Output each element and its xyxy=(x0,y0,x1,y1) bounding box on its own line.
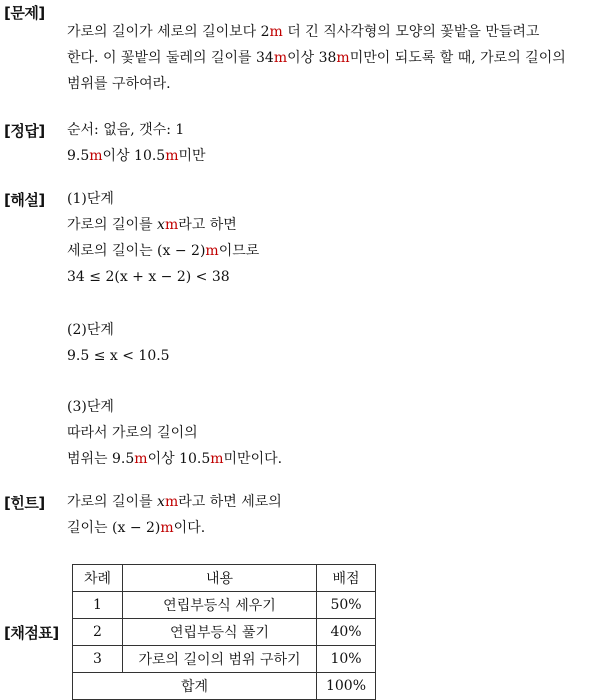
hint-label: [힌트] xyxy=(4,494,45,512)
answer-line-1: 순서: 없음, 갯수: 1 xyxy=(67,122,185,138)
step2-inequality: 9.5 ≤ x < 10.5 xyxy=(67,348,170,364)
step1-title: (1)단계 xyxy=(67,191,114,207)
unit-meter: m xyxy=(269,24,283,40)
solution-text: 범위는 9.5 xyxy=(67,451,135,467)
unit-meter: m xyxy=(160,520,174,536)
problem-line-2 xyxy=(67,48,566,68)
step1-inequality: 34 ≤ 2(x + x − 2) < 38 xyxy=(67,269,230,285)
unit-meter: m xyxy=(165,148,179,164)
total-label: 합계 xyxy=(73,673,317,700)
hint-text: 길이는 (x − 2) xyxy=(67,520,161,536)
solution-label: [해설] xyxy=(4,191,45,209)
variable-x: x xyxy=(157,217,165,233)
unit-meter: m xyxy=(210,451,224,467)
step1-line-1 xyxy=(67,215,237,235)
unit-meter: m xyxy=(205,243,219,259)
rubric-label: [채점표] xyxy=(4,624,59,642)
variable-x: x xyxy=(157,494,165,510)
header-order: 차례 xyxy=(73,565,123,592)
answer-line-2 xyxy=(67,146,206,166)
hint-text: 이다. xyxy=(173,520,206,536)
row-number: 3 xyxy=(73,646,123,673)
table-row xyxy=(73,619,376,646)
hint-line-1 xyxy=(67,492,282,512)
unit-meter: m xyxy=(89,148,103,164)
table-row xyxy=(73,646,376,673)
solution-text: 이상 10.5 xyxy=(147,451,211,467)
table-total-row xyxy=(73,673,376,700)
row-number: 1 xyxy=(73,592,123,619)
unit-meter: m xyxy=(273,50,288,66)
solution-text: 가로의 길이를 xyxy=(67,217,158,233)
total-points: 100% xyxy=(317,673,376,700)
step3-line-1: 따라서 가로의 길이의 xyxy=(67,425,198,441)
answer-label: [정답] xyxy=(4,122,45,140)
answer-text: 미만 xyxy=(178,148,206,164)
header-points: 배점 xyxy=(317,565,376,592)
table-row xyxy=(73,592,376,619)
answer-text: 9.5 xyxy=(67,148,90,164)
table-header-row xyxy=(73,565,376,592)
answer-text: 이상 10.5 xyxy=(102,148,166,164)
row-points: 50% xyxy=(317,592,376,619)
row-points: 40% xyxy=(317,619,376,646)
step2-title: (2)단계 xyxy=(67,322,114,338)
problem-label: [문제] xyxy=(4,4,45,22)
unit-meter: m xyxy=(336,50,350,66)
problem-text: 미만이 되도록 할 때, 가로의 길이의 xyxy=(349,50,566,66)
rubric-table xyxy=(72,564,376,700)
problem-text: 이상 38 xyxy=(287,50,337,66)
solution-text: 미만이다. xyxy=(223,451,283,467)
problem-text: 한다. 이 꽃밭의 둘레의 길이를 34 xyxy=(67,50,274,66)
row-content: 연립부등식 세우기 xyxy=(123,592,317,619)
problem-line-1 xyxy=(67,22,539,42)
step3-line-2 xyxy=(67,449,282,469)
hint-text: 라고 하면 세로의 xyxy=(178,494,282,510)
row-number: 2 xyxy=(73,619,123,646)
hint-line-2 xyxy=(67,518,205,538)
hint-text: 가로의 길이를 xyxy=(67,494,158,510)
problem-line-3: 범위를 구하여라. xyxy=(67,76,171,92)
solution-text: 세로의 길이는 (x − 2) xyxy=(67,243,206,259)
step3-title: (3)단계 xyxy=(67,399,114,415)
unit-meter: m xyxy=(164,494,179,510)
solution-text: 라고 하면 xyxy=(178,217,237,233)
step1-line-2 xyxy=(67,241,259,261)
unit-meter: m xyxy=(164,217,179,233)
unit-meter: m xyxy=(134,451,148,467)
problem-text: 더 긴 직사각형의 모양의 꽃밭을 만들려고 xyxy=(282,24,540,40)
row-content: 연립부등식 풀기 xyxy=(123,619,317,646)
problem-text: 가로의 길이가 세로의 길이보다 2 xyxy=(67,24,270,40)
row-content: 가로의 길이의 범위 구하기 xyxy=(123,646,317,673)
solution-text: 이므로 xyxy=(218,243,260,259)
header-content: 내용 xyxy=(123,565,317,592)
row-points: 10% xyxy=(317,646,376,673)
